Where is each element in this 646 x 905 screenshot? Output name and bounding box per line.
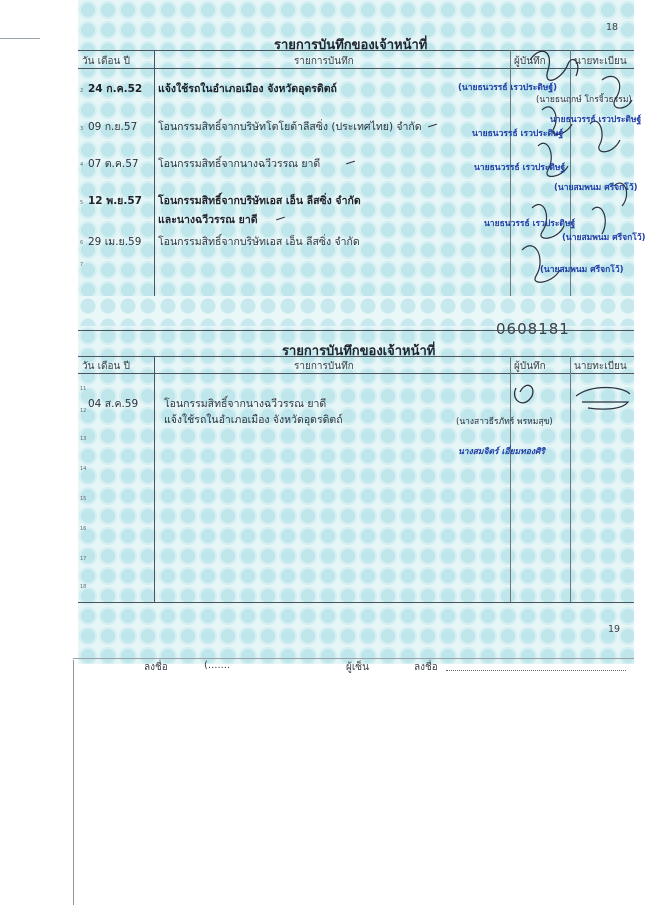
column-header-recorder: ผู้บันทึก [514, 56, 546, 67]
row-date: 07 ต.ค.57 [88, 158, 139, 170]
officer-stamp: (นางสาวธีรภัทร์ พรหมสุข) [456, 417, 553, 427]
officer-stamp: (นายสมพนม ศรีจกโว้) [554, 183, 638, 193]
footer-sign-label-2: ลงชื่อ [414, 662, 438, 673]
check-mark [346, 161, 355, 165]
page-binding-edge [73, 660, 74, 905]
column-header-registrar: นายทะเบียน [574, 361, 627, 372]
row-entry: โอนกรรมสิทธิ์จากบริษัทเอส เอ็น ลีสซิ่ง จำกัด [158, 195, 361, 207]
check-mark [276, 217, 285, 221]
date-column-rule [154, 50, 155, 296]
row-entry: โอนกรรมสิทธิ์จากบริษัทเอส เอ็น ลีสซิ่ง จำกัด [158, 236, 360, 248]
row-date: 24 ก.ค.52 [88, 83, 143, 95]
officer-stamp: นายธนวรรธ์ เรวประดิษฐ์ [484, 219, 576, 229]
page-edge-rule [73, 658, 634, 659]
officer-stamp: (นายสมพนม ศรีจกโว้) [540, 265, 624, 275]
officer-stamp: (นายธนฤกษ์ โกรจิ้วธรรม) [536, 95, 632, 105]
officer-stamp: นางสมจิตร์ เอี่ยมทองศิริ [458, 447, 545, 457]
table-top-rule [78, 356, 634, 357]
page-number: 18 [606, 22, 619, 33]
column-header-entry: รายการบันทึก [294, 56, 354, 67]
registration-page-19: 0608181 รายการบันทึกของเจ้าหน้าที่ วัน เดือน ปี รายการบันทึก ผู้บันทึก นายทะเบียน 04 ส.ค.59 โอนกรรมสิทธิ์จากนางฉวีวรรณ ยาดี แจ้งใช้รถในอำเภอเมือง จังหวัดอุดรดิตถ์ 11 12 13 14 15 16 17 18 (นางสาวธีรภัทร์ พรหมสุข) นางสมจิตร์ เอี่ยมทองศิริ 19 [78, 326, 634, 664]
column-header-registrar: นายทะเบียน [574, 56, 627, 67]
page-top-rule [78, 330, 634, 331]
row-date: 29 เม.ย.59 [88, 236, 142, 248]
row-entry: โอนกรรมสิทธิ์จากนางฉวีวรรณ ยาดี [158, 158, 321, 170]
row-date: 12 พ.ย.57 [88, 195, 142, 207]
footer-signer-label: ผู้เซ็น [346, 662, 369, 673]
page-title: รายการบันทึกของเจ้าหน้าที่ [274, 38, 428, 53]
footer-sign-name: (....... [204, 660, 231, 671]
row-entry-continued: แจ้งใช้รถในอำเภอเมือง จังหวัดอุดรดิตถ์ [164, 414, 343, 426]
serial-number: 0608181 [496, 320, 570, 338]
row-entry: แจ้งใช้รถในอำเภอเมือง จังหวัดอุดรดิตถ์ [158, 83, 337, 95]
officer-stamp: นายธนวรรธ์ เรวประดิษฐ์ [550, 115, 642, 125]
officer-stamp: (นายสมพนม ศรีจกโว้) [562, 233, 646, 243]
row-date: 04 ส.ค.59 [88, 398, 139, 410]
column-header-date: วัน เดือน ปี [82, 56, 130, 67]
row-entry: โอนกรรมสิทธิ์จากบริษัทโตโยต้าลีสซิ่ง (ประเทศไทย) จำกัด [158, 121, 422, 133]
footer-sign-label: ลงชื่อ [144, 662, 168, 673]
row-date: 09 ก.ย.57 [88, 121, 138, 133]
row-entry: โอนกรรมสิทธิ์จากนางฉวีวรรณ ยาดี [164, 398, 327, 410]
header-bottom-rule [78, 373, 634, 374]
margin-mark [0, 38, 40, 39]
column-header-date: วัน เดือน ปี [82, 361, 130, 372]
column-header-recorder: ผู้บันทึก [514, 361, 546, 372]
registration-page-18: 18 รายการบันทึกของเจ้าหน้าที่ วัน เดือน ปี รายการบันทึก ผู้บันทึก นายทะเบียน 24 ก.ค.52 แจ้งใช้รถในอำเภอเมือง จังหวัดอุดรดิตถ์ 09 ก.ย.57 โอนกรรมสิทธิ์จากบริษัทโตโยต้าลีสซิ่ง (ประเทศไทย) จำกัด 07 ต.ค.57 โอนกรรมสิทธิ์จากนางฉวีวรรณ ยาดี 12 พ.ย.57 โอนกรรมสิทธิ์จากบริษัทเอส เอ็น ลีสซิ่ง จำกัด และนางฉวีวรรณ ยาดี 29 เม.ย.59 โอนกรรมสิทธิ์จากบริษัทเอส เอ็น ลีสซิ่ง จำกัด 2 3 4 5 6 7 (นายธนวรรธ์ เรวประดิษฐ์) (นายธนฤกษ์ โกรจิ้วธรรม) นายธนวรรธ์ เรวประดิษฐ์ นายธนวรรธ์ เรวประดิษฐ์ นายธนวรรธ์ เรวประดิษฐ์ (นายสมพนม ศรีจกโว้) นายธนวรรธ์ เรวประดิษฐ์ (นายสมพนม ศรีจกโว้) (นายสมพนม ศรีจกโว้) [78, 0, 634, 296]
table-bottom-rule [78, 602, 634, 603]
page-title: รายการบันทึกของเจ้าหน้าที่ [282, 344, 436, 359]
row-entry-continued: และนางฉวีวรรณ ยาดี [158, 214, 258, 226]
officer-stamp: (นายธนวรรธ์ เรวประดิษฐ์) [458, 83, 557, 93]
officer-stamp: นายธนวรรธ์ เรวประดิษฐ์ [474, 163, 566, 173]
check-mark [428, 124, 437, 128]
officer-stamp: นายธนวรรธ์ เรวประดิษฐ์ [472, 129, 564, 139]
page-number: 19 [608, 624, 621, 635]
date-column-rule [154, 356, 155, 602]
column-header-entry: รายการบันทึก [294, 361, 354, 372]
signature-line [446, 670, 626, 671]
